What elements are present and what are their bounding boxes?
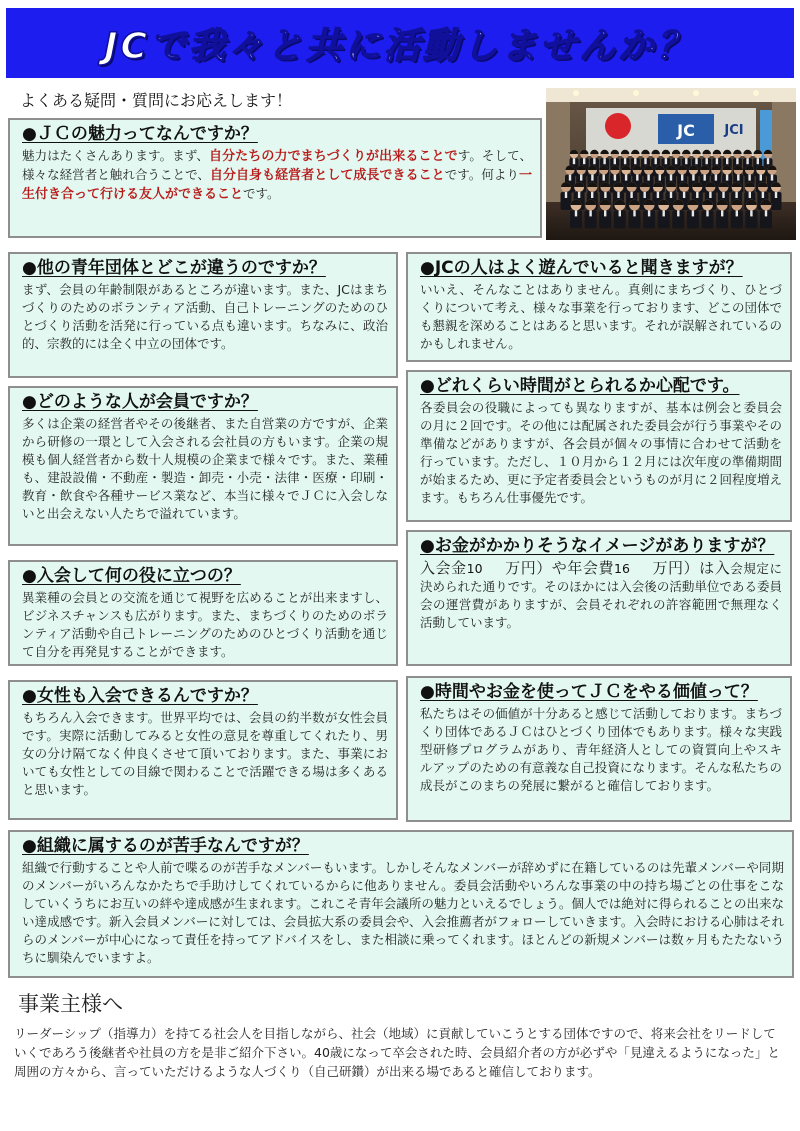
person-shirt <box>767 158 769 164</box>
person-shirt <box>736 158 738 164</box>
faq-play-title: ●JCの人はよく遊んでいると聞きますが？ <box>420 258 743 278</box>
faq-women-title: ●女性も入会できるんですか？ <box>22 686 258 706</box>
faq-cost-body <box>420 559 782 632</box>
group-photo <box>546 88 796 240</box>
person-shirt <box>659 175 661 181</box>
person-shirt <box>685 158 687 164</box>
person-shirt <box>704 175 706 181</box>
faq-organization <box>8 830 794 978</box>
faq-members <box>8 386 398 546</box>
person-shirt <box>565 192 567 198</box>
faq-value-body: 私たちはその価値が十分あると感じて活動しております。まちづくり団体であるＪＣはひとづくり団体でもあります。様々な実践型研修プログラムがあり、青年経済人としての資質向上やスキルアップのための有意義な自己投資になります。そんな私たちの成長がこのまちの発展に繋がると確信しております。 <box>420 706 782 793</box>
person-shirt <box>617 192 619 198</box>
section-title-business-owners: 事業主様へ <box>18 992 123 1016</box>
person-shirt <box>757 158 759 164</box>
person-shirt <box>580 175 582 181</box>
person-shirt <box>670 175 672 181</box>
person-shirt <box>748 175 750 181</box>
faq-value-title: ●時間やお金を使ってＪＣをやる価値って？ <box>420 682 758 702</box>
q1-text-2: す。そして、様々な経営者と触れ合うことで、 <box>22 148 532 182</box>
cost-annual-fee-value: 16 <box>614 561 630 576</box>
person-shirt <box>706 210 708 216</box>
subtitle: よくある疑問・質問にお応えします！ <box>20 91 293 110</box>
faq-organization-title: ●組織に属するのが苦手なんですが？ <box>22 836 309 856</box>
person-shirt <box>760 175 762 181</box>
faq-members-body: 多くは企業の経営者やその後継者、また自営業の方ですが、企業から研修の一環として入会される会社員の方もいます。企業の規模も個人経営者から数十人規模の企業まで様々です。また、業種も、建設設備・不動産・製造・卸売・小売・法律・医療・印刷・教育・飲食や各種サービス業など、本当に様々でＪＣに入会しないと出会えない人たちで溢れています。 <box>22 416 388 521</box>
person-shirt <box>647 175 649 181</box>
person-shirt <box>670 192 672 198</box>
person-shirt <box>591 192 593 198</box>
person-shirt <box>591 175 593 181</box>
person-shirt <box>681 175 683 181</box>
faq-time <box>406 370 792 522</box>
person-shirt <box>735 192 737 198</box>
person-shirt <box>736 210 738 216</box>
person-shirt <box>655 158 657 164</box>
person-shirt <box>625 175 627 181</box>
person-shirt <box>573 158 575 164</box>
faq-cost-title: ●お金がかかりそうなイメージがありますが？ <box>420 536 775 556</box>
faq-cost <box>406 530 792 666</box>
person-shirt <box>746 158 748 164</box>
person-shirt <box>657 192 659 198</box>
person-shirt <box>593 158 595 164</box>
person-shirt <box>604 210 606 216</box>
person-shirt <box>683 192 685 198</box>
faq-difference-body: まず、会員の年齢制限があるところが違います。また、JCはまちづくりのためのボランティア活動、自己トレーニングのためのひとづくり活動を活発に行っている点も違います。ちなみに、政治的、宗教的には全く中立の団体です。 <box>22 282 388 351</box>
faq-play-body: いいえ、そんなことはありません。真剣にまちづくり、ひとづくりについて考え、様々な事業を行っております、どこの団体でも懇親を深めることはあると思います。それが誤解されているのかもしれません。 <box>420 282 783 351</box>
person-shirt <box>603 158 605 164</box>
person-shirt <box>583 158 585 164</box>
faq-organization-body: 組織で行動することや人前で喋るのが苦手なメンバーもいます。しかしそんなメンバーが辞めずに在籍しているのは先輩メンバーや同期のメンバーがいろんなかたちで手助けしてくれているからに他ありません。委員会活動やいろんな事業の中の持ち場ごとの仕事をこなしていくうちにお互いの絆や達成感が生まれます。これこそ青年会議所の魅力といえるでしょう。個人では絶対に得られることの出来ない達成感です。新入会員メンバーに対しては、会員拡大系の委員会や、入会推薦者がフォローしていきます。入会時における心肺はそれらのメンバーが中心になって責任を持ってアドバイスをし、また相談に乗ってくれます。ほとんどの新規メンバーは数ヶ月もたたないうちに馴染んでいますよ。 <box>22 860 784 965</box>
faq-women <box>8 680 398 820</box>
faq-difference <box>8 252 398 378</box>
photo-banner-jc: JC <box>677 121 695 140</box>
person-shirt <box>604 192 606 198</box>
q1-highlight-3: 一生付き合って行ける友人ができること <box>22 168 532 202</box>
person-shirt <box>695 158 697 164</box>
cost-entry-fee-value: 10 <box>466 561 483 576</box>
person-shirt <box>696 192 698 198</box>
person-shirt <box>750 210 752 216</box>
person-shirt <box>569 175 571 181</box>
person-shirt <box>619 210 621 216</box>
q1-text-1: 魅力はたくさんあります。まず、 <box>22 148 209 163</box>
person-shirt <box>614 175 616 181</box>
faq-benefit <box>8 560 398 666</box>
header-banner <box>6 8 794 78</box>
cost-annual-fee-label: 万円）や年会費 <box>504 559 615 577</box>
person-shirt <box>715 175 717 181</box>
person-shirt <box>603 175 605 181</box>
person-shirt <box>578 192 580 198</box>
q1-highlight-2: 自分自身も経営者として成長できること <box>209 168 445 183</box>
person-shirt <box>726 175 728 181</box>
faq-jc-appeal-title: ●ＪＣの魅力ってなんですか？ <box>22 124 258 144</box>
person-shirt <box>624 158 626 164</box>
banner-title: JCで我々と共に活動しませんか？ <box>104 25 696 67</box>
faq-members-title: ●どのような人が会員ですか？ <box>22 392 258 412</box>
cost-body-text: 会規定に決められた通りです。そのほかには入会後の活動単位である委員会の運営費がありますが、会員それぞれの許容範囲で無理なく活動しています。 <box>420 561 782 630</box>
faq-benefit-body: 異業種の会員との交流を通じて視野を広めることが出来ますし、ビジネスチャンスも広がります。また、まちづくりのためのボランティア活動や自己トレーニングのためのひとづくり活動を通じて自分を再発見することができます。 <box>22 590 388 659</box>
faq-benefit-title: ●入会して何の役に立つの？ <box>22 566 241 586</box>
person-shirt <box>634 158 636 164</box>
cost-annual-fee-suffix: 万円）は入 <box>651 559 731 577</box>
faq-play <box>406 252 792 362</box>
person-shirt <box>775 192 777 198</box>
person-shirt <box>692 210 694 216</box>
person-shirt <box>575 210 577 216</box>
cost-entry-fee-label: 入会金 <box>420 559 467 577</box>
person-shirt <box>630 192 632 198</box>
person-shirt <box>721 210 723 216</box>
person-shirt <box>675 158 677 164</box>
person-shirt <box>644 158 646 164</box>
person-shirt <box>749 192 751 198</box>
faq-jc-appeal <box>8 118 542 238</box>
person-shirt <box>726 158 728 164</box>
faq-time-title: ●どれくらい時間がとられるか心配です。 <box>420 376 740 396</box>
photo-banner-jci: JCI <box>724 123 744 138</box>
section-body-business-owners: リーダーシップ（指導力）を持てる社会人を目指しながら、社会（地域）に貢献していこうとする団体ですので、将来会社をリードしていくであろう後継者や社員の方を是非ご紹介下さい。40歳になって卒会された時、会員紹介者の方が必ずや「見違えるようになった」と周囲の方々から、言っていただけるような人づくり（自己研鑽）が出来る場であると確信しております。 <box>14 1026 780 1079</box>
faq-jc-appeal-body <box>22 147 532 204</box>
person-shirt <box>765 210 767 216</box>
faq-value <box>406 676 792 822</box>
person-shirt <box>644 192 646 198</box>
q1-text-4: です。 <box>243 186 280 201</box>
faq-time-body: 各委員会の役職によっても異なりますが、基本は例会と委員会の月に２回です。その他には配属された委員会が行う事業やその準備などがありますが、各会員が個々の事情に合わせて活動を行っています。ただし、１０月から１２月には次年度の準備期間が始まるため、更に予定者委員会というものが月に２回程度増えます。もちろん仕事優先です。 <box>420 400 783 505</box>
group-photo-image <box>546 88 796 240</box>
person-shirt <box>648 210 650 216</box>
faq-women-body: もちろん入会できます。世界平均では、会員の約半数が女性会員です。実際に活動してみると女性の意見を尊重してくれたり、男女の分け隔てなく仲良くさせて頂いております。また、事業においても女性としての目線で関わることで活躍できる場は多くあると思います。 <box>22 710 388 797</box>
person-shirt <box>706 158 708 164</box>
person-shirt <box>663 210 665 216</box>
person-shirt <box>633 210 635 216</box>
person-shirt <box>589 210 591 216</box>
q1-highlight-1: 自分たちの力でまちづくりが出来ることで <box>208 149 458 164</box>
person-shirt <box>762 192 764 198</box>
person-shirt <box>737 175 739 181</box>
person-shirt <box>636 175 638 181</box>
person-shirt <box>692 175 694 181</box>
q1-text-3: です。何より <box>444 167 519 182</box>
person-shirt <box>665 158 667 164</box>
person-shirt <box>677 210 679 216</box>
person-shirt <box>614 158 616 164</box>
person-shirt <box>716 158 718 164</box>
person-shirt <box>722 192 724 198</box>
faq-difference-title: ●他の青年団体とどこが違うのですか？ <box>22 258 326 278</box>
person-shirt <box>771 175 773 181</box>
person-shirt <box>709 192 711 198</box>
